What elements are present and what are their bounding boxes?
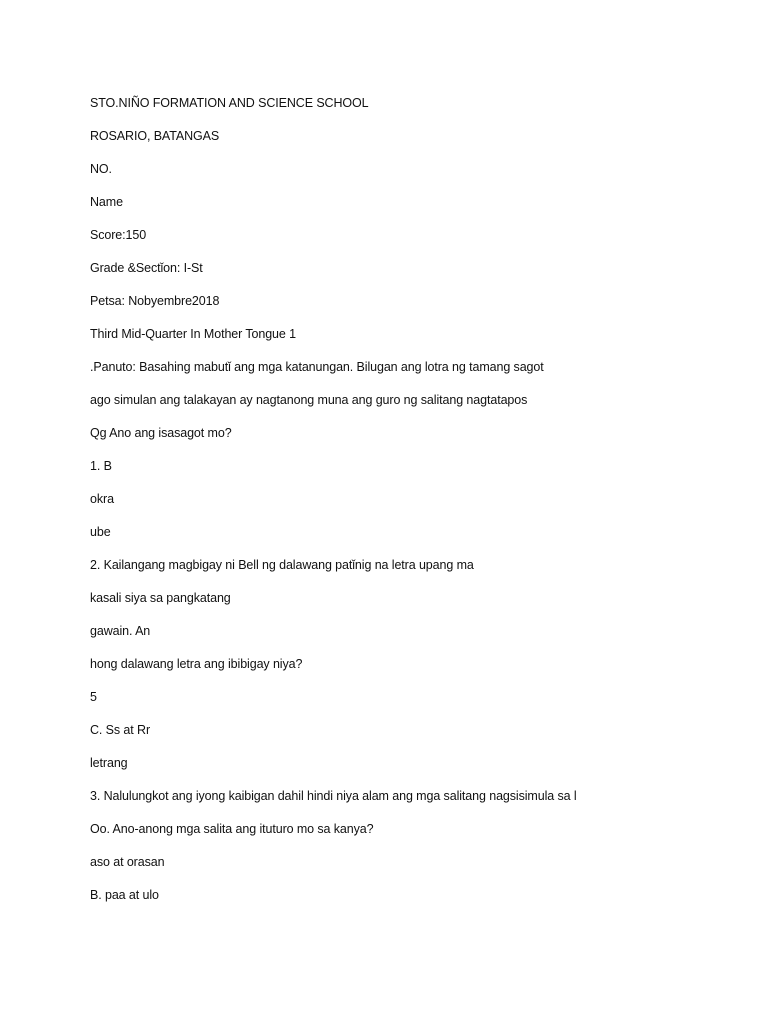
question-3: 3. Nalulungkot ang iyong kaibigan dahil hindi niya alam ang mga salitang nagsisimula sa l <box>90 789 577 803</box>
answer-option: C. Ss at Rr <box>90 723 151 737</box>
question-1: 1. B <box>90 459 112 473</box>
instructions-line: .Panuto: Basahing mabutǐ ang mga katanungan. Bilugan ang lotra ng tamang sagot <box>90 360 544 374</box>
answer-option: ube <box>90 525 111 539</box>
grade-section-line: Grade &Sectǐon: I-St <box>90 261 203 275</box>
exam-title: Third Mid-Quarter In Mother Tongue 1 <box>90 327 296 341</box>
school-name: STO.NIÑO FORMATION AND SCIENCE SCHOOL <box>90 96 369 110</box>
answer-option: okra <box>90 492 114 506</box>
date-line: Petsa: Nobyembre2018 <box>90 294 220 308</box>
body-text-line: gawain. An <box>90 624 151 638</box>
body-text-line: 5 <box>90 690 97 704</box>
body-text-line: hong dalawang letra ang ibibigay niya? <box>90 657 303 671</box>
name-field-label: Name <box>90 195 123 209</box>
question-2: 2. Kailangang magbigay ni Bell ng dalawang patǐnig na letra upang ma <box>90 558 474 572</box>
body-text-line: Qg Ano ang isasagot mo? <box>90 426 232 440</box>
body-text-line: kasali siya sa pangkatang <box>90 591 231 605</box>
score-line: Score:150 <box>90 228 147 242</box>
school-location: ROSARIO, BATANGAS <box>90 129 220 143</box>
answer-option: letrang <box>90 756 128 770</box>
number-field-label: NO. <box>90 162 112 176</box>
body-text-line: Oo. Ano-anong mga salita ang ituturo mo sa kanya? <box>90 822 374 836</box>
body-text-line: ago simulan ang talakayan ay nagtanong muna ang guro ng salitang nagtatapos <box>90 393 528 407</box>
answer-option: aso at orasan <box>90 855 165 869</box>
answer-option: B. paa at ulo <box>90 888 159 902</box>
